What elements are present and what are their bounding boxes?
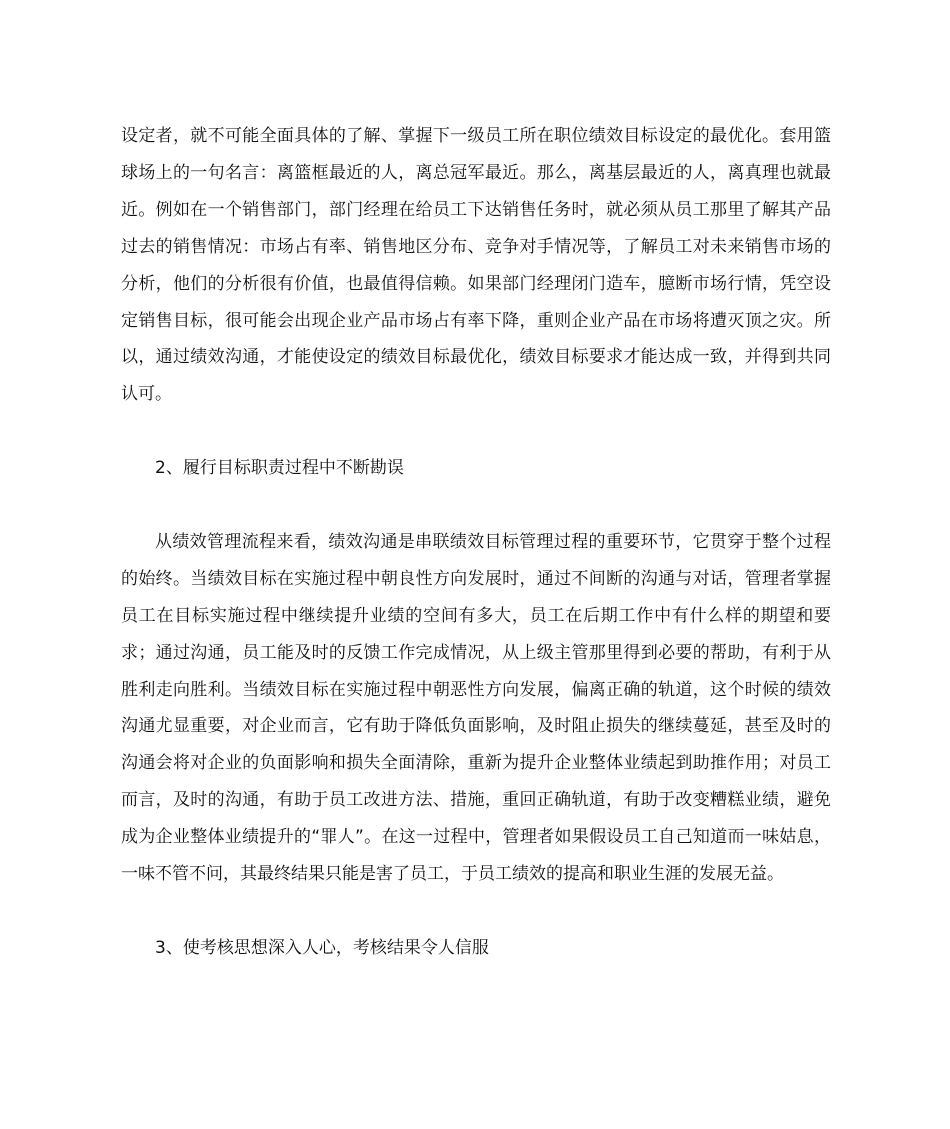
body-paragraph-2: 从绩效管理流程来看，绩效沟通是串联绩效目标管理过程的重要环节，它贯穿于整个过程的始终。当绩效目标在实施过程中朝良性方向发展时，通过不间断的沟通与对话，管理者掌握员工在目标实施过程中继续提升业绩的空间有多大，员工在后期工作中有什么样的期望和要求；通过沟通，员工能及时的反馈工作完成情况，从上级主管那里得到必要的帮助，有利于从胜利走向胜利。当绩效目标在实施过程中朝恶性方向发展，偏离正确的轨道，这个时候的绩效沟通尤显重要，对企业而言，它有助于降低负面影响，及时阻止损失的继续蔓延，甚至及时的沟通会将对企业的负面影响和损失全面清除，重新为提升企业整体业绩起到助推作用；对员工而言，及时的沟通，有助于员工改进方法、措施，重回正确轨道，有助于改变糟糕业绩，避免成为企业整体业绩提升的“罪人”。在这一过程中，管理者如果假设员工自己知道而一味姑息，一味不管不问，其最终结果只能是害了员工，于员工绩效的提高和职业生涯的发展无益。 <box>121 531 831 885</box>
section-heading-2: 2、履行目标职责过程中不断勘误 <box>155 458 404 479</box>
document-page <box>121 118 831 967</box>
paragraph-spacer <box>121 893 831 930</box>
paragraph-spacer <box>121 413 831 450</box>
body-paragraph-1: 设定者，就不可能全面具体的了解、掌握下一级员工所在职位绩效目标设定的最优化。套用篮球场上的一句名言：离篮框最近的人，离总冠军最近。那么，离基层最近的人，离真理也就最近。例如在一个销售部门，部门经理在给员工下达销售任务时，就必须从员工那里了解其产品过去的销售情况：市场占有率、销售地区分布、竞争对手情况等，了解员工对未来销售市场的分析，他们的分析很有价值，也最值得信赖。如果部门经理闭门造车，臆断市场行情，凭空设定销售目标，很可能会出现企业产品市场占有率下降，重则企业产品在市场将遭灭顶之灾。所以，通过绩效沟通，才能使设定的绩效目标最优化，绩效目标要求才能达成一致，并得到共同认可。 <box>121 126 831 405</box>
paragraph-spacer <box>121 487 831 524</box>
section-heading-3: 3、使考核思想深入人心，考核结果令人信服 <box>155 937 489 958</box>
